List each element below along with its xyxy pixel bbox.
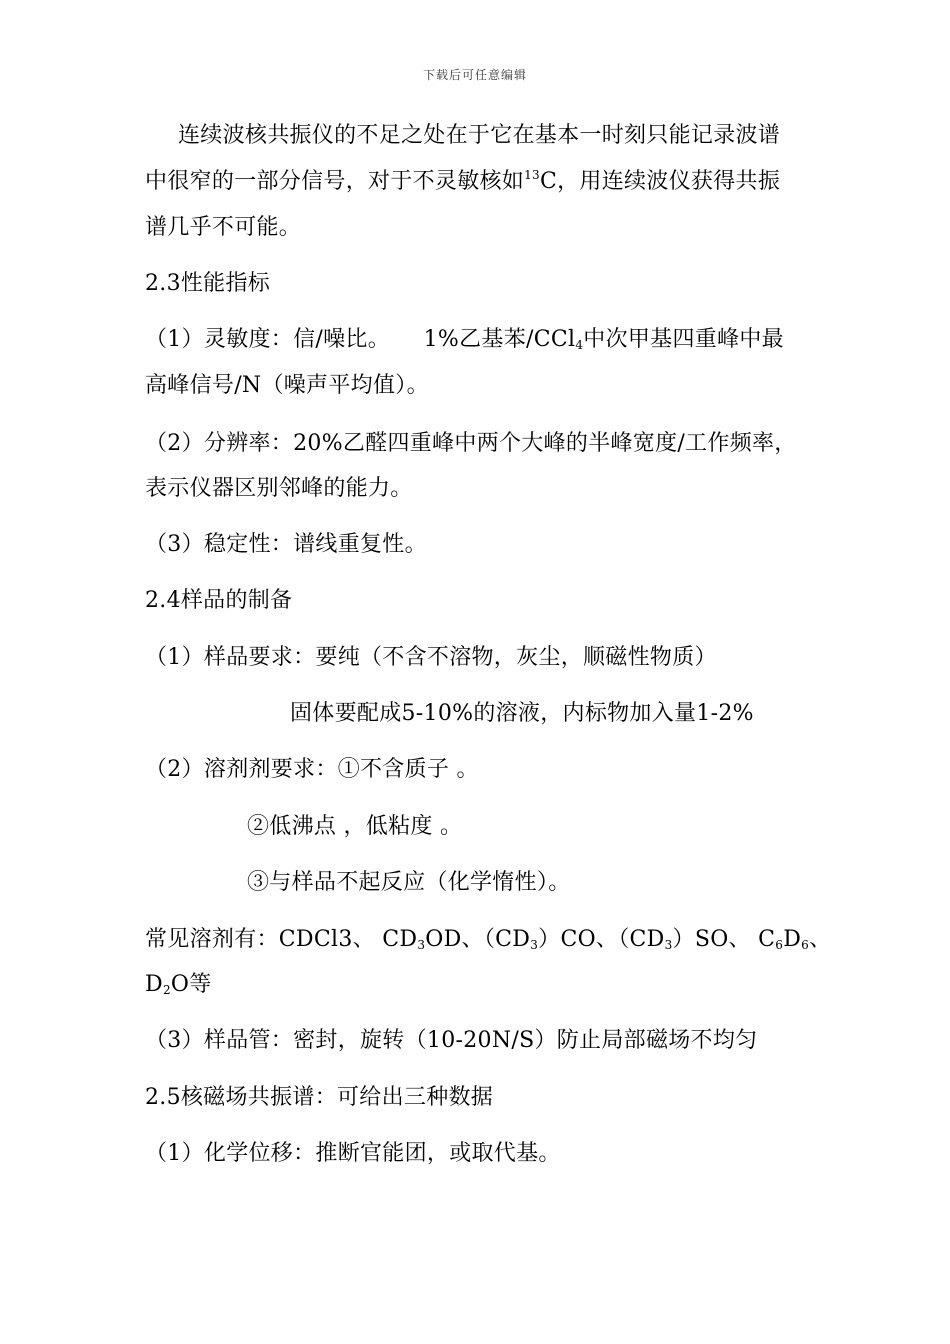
list-item: （2）溶剂剂要求：①不含质子 。 [145,757,479,782]
paragraph-line: 常见溶剂有：CDCl3、 $CD_3OD$、$(CD_3)CO$、$(CD_3)SO$、 $C_6D_6$、 [145,927,832,952]
list-item: （1）样品要求：要纯（不含不溶物，灰尘，顺磁性物质） [145,645,717,670]
list-item: （3）样品管：密封，旋转（10-20N/S）防止局部磁场不均匀 [145,1028,758,1053]
list-item-continuation: 高峰信号/N（噪声平均值）。 [145,373,429,398]
list-item-continuation: ③与样品不起反应（化学惰性）。 [247,870,571,895]
list-item: （1）灵敏度：信/噪比。 1%乙基苯/CCl$_4$中次甲基四重峰中最 [145,327,784,352]
list-item: （1）化学位移：推断官能团，或取代基。 [145,1141,561,1166]
paragraph-line: 谱几乎不可能。 [145,215,302,240]
paragraph-line: 连续波核共振仪的不足之处在于它在基本一时刻只能记录波谱 [178,123,781,148]
list-item-continuation: 表示仪器区别邻峰的能力。 [145,476,413,501]
list-item-continuation: ②低沸点 ，低粘度 。 [247,814,463,839]
list-item-continuation: 固体要配成5-10%的溶液，内标物加入量1-2% [290,701,754,726]
section-heading: 2.5核磁场共振谱：可给出三种数据 [145,1085,494,1110]
section-heading: 2.4样品的制备 [145,588,293,613]
paragraph-line: 中很窄的一部分信号，对于不灵敏核如$^{13}$C，用连续波仪获得共振 [145,168,781,194]
list-item: （3）稳定性：谱线重复性。 [145,532,427,557]
section-heading: 2.3性能指标 [145,271,271,296]
paragraph-line: $D_2O$等 [145,972,212,997]
page-header: 下载后可任意编辑 [422,68,527,82]
list-item: （2）分辨率：20%乙醛四重峰中两个大峰的半峰宽度/工作频率， [145,431,797,456]
